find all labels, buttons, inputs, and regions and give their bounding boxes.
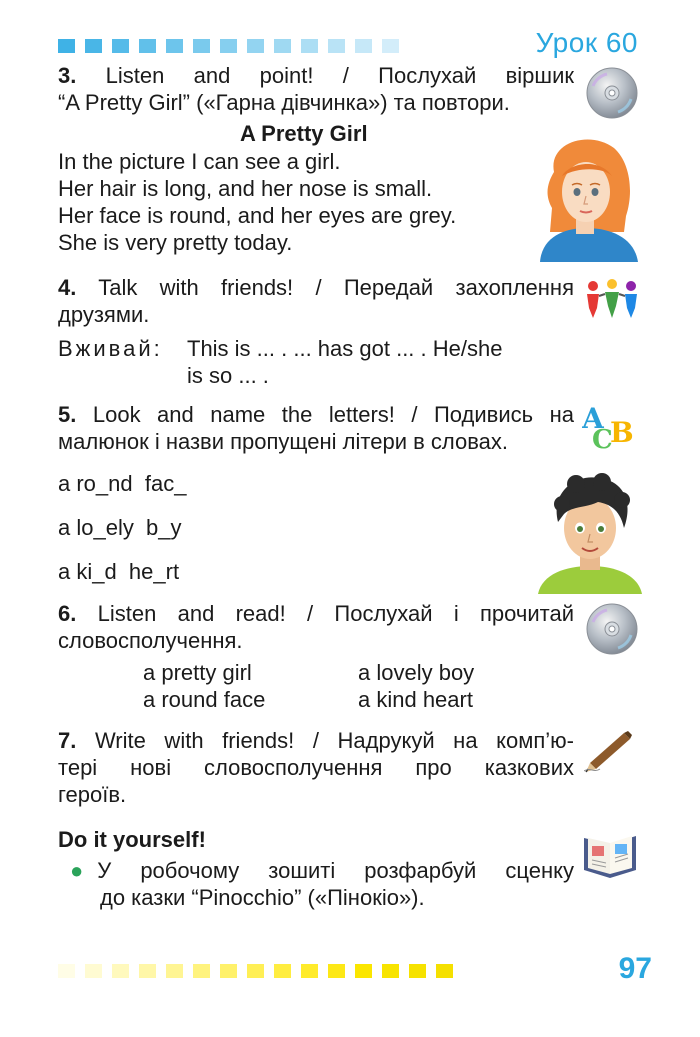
phrase: a kind heart	[358, 687, 473, 712]
phrase: a lovely boy	[358, 660, 475, 685]
page-number: 97	[618, 952, 652, 985]
pen-icon	[584, 727, 634, 778]
exercise-7-instruction-1: Write with friends! / Надрукуй на комп’ю-	[94, 728, 574, 753]
diy-title: Do it yourself!	[58, 827, 206, 852]
exercise-5	[58, 401, 574, 455]
use-pattern-line-1: This is ... . ... has got ... . He/she	[187, 336, 503, 361]
exercise-6	[58, 600, 574, 654]
missing-letter-item: a ro_nd fac_	[58, 471, 187, 496]
girl-illustration	[530, 132, 642, 267]
cd-icon[interactable]	[585, 66, 639, 125]
missing-letter-item: a ki_d he_rt	[58, 559, 180, 584]
bottom-decoration-squares	[58, 964, 453, 978]
poem	[58, 148, 538, 256]
friends-icon	[583, 278, 641, 327]
phrase: a round face	[143, 687, 266, 712]
use-label: Вживай:	[58, 336, 163, 361]
exercise-4-instruction-2: друзями.	[58, 302, 150, 327]
exercise-7-instruction-2: тері нові словосполучення про казкових	[58, 755, 574, 780]
poem-line: Her face is round, and her eyes are grey.	[58, 203, 457, 228]
exercise-3	[58, 62, 574, 116]
svg-text:A: A	[582, 402, 604, 435]
poem-line: In the picture I can see a girl.	[58, 149, 341, 174]
exercise-7-number: 7.	[58, 728, 77, 753]
diy-task	[70, 857, 574, 911]
poem-line: She is very pretty today.	[58, 230, 293, 255]
cd-icon[interactable]	[585, 602, 639, 661]
exercise-7-instruction-3: героїв.	[58, 782, 127, 807]
exercise-4-instruction-1: Talk with friends! / Передай захоплення	[98, 275, 574, 300]
diy-line-1: У робочому зошиті розфарбуй сценку	[97, 858, 574, 883]
abc-letters-icon	[582, 402, 638, 457]
exercise-3-instruction-1: Listen and point! / Послухай віршик	[105, 63, 574, 88]
missing-letter-item: a lo_ely b_y	[58, 515, 182, 540]
svg-text:B: B	[610, 416, 634, 449]
lesson-title: Урок 60	[535, 27, 638, 58]
exercise-5-instruction-1: Look and name the letters! / Подивись на	[92, 402, 574, 427]
exercise-4-number: 4.	[58, 275, 77, 300]
exercise-6-number: 6.	[58, 601, 77, 626]
book-icon	[580, 830, 640, 885]
boy-illustration	[538, 470, 642, 599]
top-decoration-squares	[58, 39, 399, 53]
use-pattern-line-2: is so ... .	[187, 363, 269, 388]
poem-line: Her hair is long, and her nose is small.	[58, 176, 433, 201]
exercise-6-instruction-2: словосполучення.	[58, 628, 243, 653]
poem-title: A Pretty Girl	[240, 121, 368, 146]
exercise-4	[58, 274, 574, 328]
exercise-6-instruction-1: Listen and read! / Послухай і прочитай	[97, 601, 574, 626]
diy-line-2: до казки “Pinocchio” («Пінокіо»).	[100, 885, 425, 910]
exercise-3-number: 3.	[58, 63, 77, 88]
exercise-3-instruction-2: “A Pretty Girl” («Гарна дівчинка») та повтори.	[58, 90, 510, 115]
exercise-7	[58, 727, 574, 808]
bullet-icon: ●	[70, 858, 84, 883]
svg-text:C: C	[592, 425, 613, 452]
exercise-5-instruction-2: малюнок і назви пропущені літери в словах.	[58, 429, 509, 454]
exercise-5-number: 5.	[58, 402, 77, 427]
phrase: a pretty girl	[143, 660, 252, 685]
